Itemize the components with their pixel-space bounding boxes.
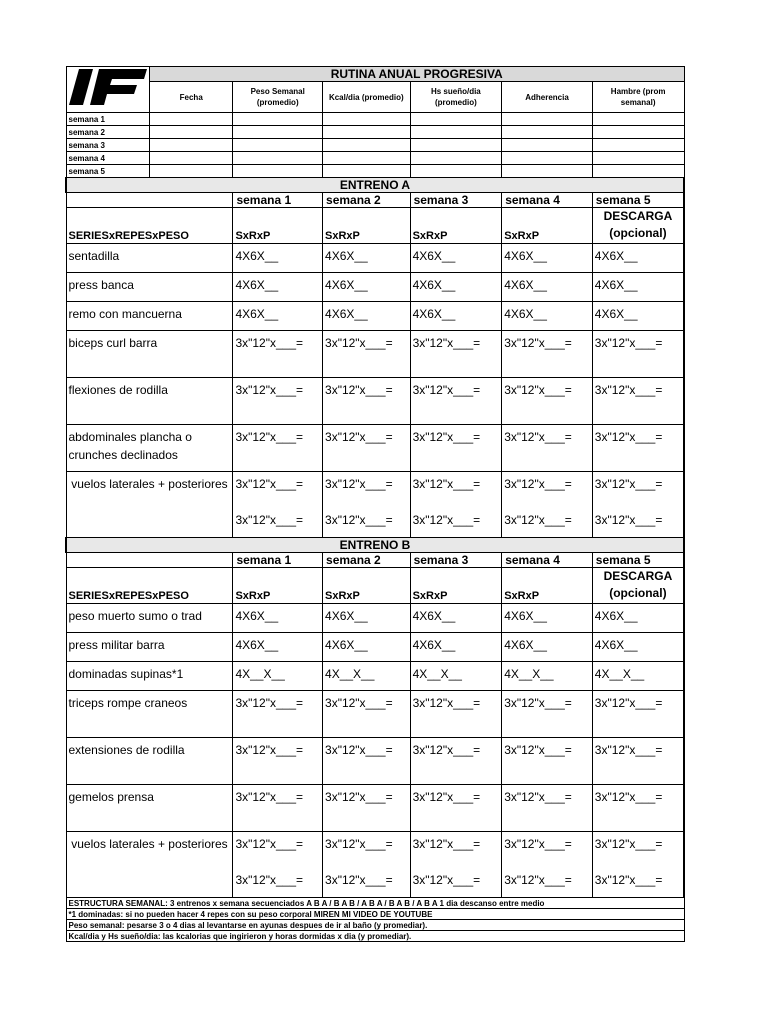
sxrxp-label: SxRxP — [410, 568, 502, 604]
exercise-value: 4X__X__ — [325, 667, 375, 681]
exercise-value-cell[interactable] — [592, 331, 684, 378]
exercise-name: press banca — [66, 273, 233, 302]
week-header: semana 3 — [410, 553, 502, 568]
exercise-name: sentadilla — [66, 244, 233, 273]
exercise-value: 3x"12"x___= — [504, 696, 572, 710]
tracking-cell[interactable] — [323, 139, 411, 152]
sxrxp-label: SxRxP — [233, 568, 323, 604]
exercise-value: 3x"12"x___= — [504, 336, 572, 350]
exercise-name: press militar barra — [66, 633, 233, 662]
exercise-value: 3x"12"x___= — [412, 513, 481, 527]
exercise-value-cell[interactable] — [233, 604, 323, 633]
exercise-value-cell[interactable] — [410, 604, 502, 633]
exercise-value: 3x"12"x___= — [594, 837, 663, 851]
tracking-cell[interactable] — [149, 165, 232, 178]
exercise-value: 3x"12"x___= — [594, 383, 663, 397]
exercise-value: 4X6X__ — [594, 638, 638, 652]
exercise-value-cell[interactable] — [233, 832, 323, 898]
exercise-value: 3x"12"x___= — [235, 336, 304, 350]
note-peso: Peso semanal: pesarse 3 o 4 dias al levantarse en ayunas despues de ir al baño (y promediar). — [66, 920, 684, 931]
spacer — [413, 493, 500, 511]
exercise-value: 3x"12"x___= — [504, 743, 572, 757]
exercise-value: 3x"12"x___= — [412, 837, 481, 851]
exercise-value-cell[interactable] — [502, 604, 593, 633]
exercise-value: 3x"12"x___= — [325, 430, 393, 444]
exercise-value-cell[interactable] — [233, 738, 323, 785]
exercise-value: 3x"12"x___= — [412, 477, 481, 491]
tracking-week-label: semana 3 — [66, 139, 149, 152]
exercise-value-cell[interactable] — [323, 472, 411, 538]
exercise-value: 3x"12"x___= — [594, 873, 663, 887]
exercise-value-cell[interactable] — [502, 472, 593, 538]
exercise-value-cell[interactable] — [233, 691, 323, 738]
exercise-value: 4X6X__ — [504, 609, 547, 623]
exercise-value: 4X6X__ — [235, 609, 279, 623]
week-header: semana 5 — [592, 553, 684, 568]
blank-cell — [66, 553, 233, 568]
exercise-value: 3x"12"x___= — [504, 837, 572, 851]
exercise-value: 3x"12"x___= — [412, 383, 481, 397]
tracking-cell[interactable] — [410, 152, 502, 165]
week-header: semana 1 — [233, 193, 323, 208]
exercise-value: 4X__X__ — [594, 667, 645, 681]
exercise-value: 3x"12"x___= — [235, 477, 304, 491]
exercise-value-cell[interactable] — [502, 691, 593, 738]
descarga-label: DESCARGA (opcional) — [592, 208, 684, 244]
col-hambre: Hambre (prom semanal) — [592, 82, 684, 113]
exercise-value-cell[interactable] — [323, 604, 411, 633]
exercise-value: 4X6X__ — [504, 278, 547, 292]
exercise-value-cell[interactable] — [502, 633, 593, 662]
exercise-value: 4X6X__ — [325, 609, 368, 623]
exercise-value: 3x"12"x___= — [594, 336, 663, 350]
exercise-value: 3x"12"x___= — [325, 696, 393, 710]
exercise-name: biceps curl barra — [66, 331, 233, 378]
exercise-value: 3x"12"x___= — [504, 477, 572, 491]
exercise-value-cell[interactable] — [410, 302, 502, 331]
exercise-value-cell[interactable] — [233, 472, 323, 538]
exercise-value: 3x"12"x___= — [325, 743, 393, 757]
tracking-cell[interactable] — [502, 165, 593, 178]
exercise-value: 3x"12"x___= — [235, 837, 304, 851]
tracking-cell[interactable] — [233, 152, 323, 165]
exercise-value: 3x"12"x___= — [325, 477, 393, 491]
exercise-value: 3x"12"x___= — [504, 873, 572, 887]
col-fecha: Fecha — [149, 82, 232, 113]
col-peso: Peso Semanal (promedio) — [233, 82, 323, 113]
exercise-value-cell[interactable] — [592, 378, 684, 425]
if-logo-icon — [69, 67, 147, 107]
exercise-value: 4X6X__ — [325, 307, 368, 321]
exercise-row — [66, 472, 684, 538]
tracking-cell[interactable] — [233, 113, 323, 126]
exercise-value-cell[interactable] — [592, 604, 684, 633]
exercise-value-cell[interactable] — [502, 425, 593, 472]
exercise-value: 3x"12"x___= — [594, 743, 663, 757]
exercise-value: 4X__X__ — [504, 667, 554, 681]
exercise-value-cell[interactable] — [592, 832, 684, 898]
exercise-value: 4X6X__ — [594, 609, 638, 623]
exercise-value-cell[interactable] — [502, 302, 593, 331]
spacer — [235, 853, 320, 871]
exercise-value: 3x"12"x___= — [412, 790, 481, 804]
exercise-value: 4X6X__ — [504, 307, 547, 321]
exercise-value-cell[interactable] — [323, 662, 411, 691]
exercise-value-cell[interactable] — [410, 633, 502, 662]
exercise-value-cell[interactable] — [592, 633, 684, 662]
exercise-name: vuelos laterales + posteriores — [66, 832, 233, 898]
exercise-value-cell[interactable] — [323, 633, 411, 662]
section-title-entreno-b: ENTRENO B — [66, 538, 684, 553]
exercise-value-cell[interactable] — [410, 273, 502, 302]
sxrxp-label: SxRxP — [233, 208, 323, 244]
exercise-value-cell[interactable] — [502, 785, 593, 832]
note-estructura: ESTRUCTURA SEMANAL: 3 entrenos x semana secuenciados A B A / B A B / A B A / B A B / A B A 1 dia descanso entre medio — [66, 898, 684, 909]
exercise-value: 3x"12"x___= — [325, 513, 393, 527]
exercise-value: 3x"12"x___= — [235, 743, 304, 757]
routine-sheet — [65, 66, 685, 942]
exercise-value-cell[interactable] — [233, 633, 323, 662]
exercise-value-cell[interactable] — [323, 244, 411, 273]
exercise-row — [66, 244, 684, 273]
exercise-value-cell[interactable] — [410, 785, 502, 832]
exercise-value-cell[interactable] — [410, 832, 502, 898]
exercise-value-cell[interactable] — [410, 425, 502, 472]
exercise-value-cell[interactable] — [323, 691, 411, 738]
exercise-value: 3x"12"x___= — [325, 873, 393, 887]
exercise-value: 3x"12"x___= — [412, 430, 481, 444]
exercise-value: 3x"12"x___= — [594, 477, 663, 491]
exercise-value: 3x"12"x___= — [412, 336, 481, 350]
tracking-cell[interactable] — [323, 113, 411, 126]
exercise-row — [66, 633, 684, 662]
week-header: semana 1 — [233, 553, 323, 568]
spacer — [504, 853, 590, 871]
tracking-cell[interactable] — [592, 113, 684, 126]
col-sueno: Hs sueño/dia (promedio) — [410, 82, 502, 113]
exercise-value: 4X6X__ — [325, 278, 368, 292]
exercise-value: 3x"12"x___= — [235, 383, 304, 397]
exercise-value-cell[interactable] — [502, 244, 593, 273]
week-header: semana 3 — [410, 193, 502, 208]
exercise-value: 4X6X__ — [594, 278, 638, 292]
exercise-value-cell[interactable] — [592, 302, 684, 331]
exercise-value-cell[interactable] — [410, 378, 502, 425]
week-header: semana 5 — [592, 193, 684, 208]
exercise-value-cell[interactable] — [592, 662, 684, 691]
note-dominadas: *1 dominadas: si no pueden hacer 4 repes con su peso corporal MIREN MI VIDEO DE YOUTUBE — [66, 909, 684, 920]
spacer — [413, 853, 500, 871]
exercise-value: 4X6X__ — [412, 307, 456, 321]
exercise-value: 3x"12"x___= — [412, 743, 481, 757]
tracking-cell[interactable] — [410, 126, 502, 139]
exercise-row — [66, 378, 684, 425]
exercise-value-cell[interactable] — [233, 302, 323, 331]
sxrxp-label: SxRxP — [323, 568, 411, 604]
tracking-cell[interactable] — [502, 139, 593, 152]
exercise-value-cell[interactable] — [410, 472, 502, 538]
exercise-value-cell[interactable] — [502, 738, 593, 785]
exercise-value-cell[interactable] — [592, 244, 684, 273]
exercise-row — [66, 832, 684, 898]
tracking-cell[interactable] — [149, 126, 232, 139]
week-header: semana 4 — [502, 193, 593, 208]
tracking-cell[interactable] — [592, 126, 684, 139]
tracking-cell[interactable] — [323, 126, 411, 139]
exercise-value: 3x"12"x___= — [412, 696, 481, 710]
exercise-value: 3x"12"x___= — [504, 513, 572, 527]
descarga-label: DESCARGA (opcional) — [592, 568, 684, 604]
tracking-cell[interactable] — [233, 139, 323, 152]
week-header: semana 4 — [502, 553, 593, 568]
exercise-value: 3x"12"x___= — [235, 873, 304, 887]
exercise-value: 4X__X__ — [235, 667, 285, 681]
exercise-value: 4X6X__ — [412, 278, 456, 292]
exercise-row — [66, 738, 684, 785]
exercise-name: triceps rompe craneos — [66, 691, 233, 738]
week-header: semana 2 — [323, 553, 411, 568]
exercise-value-cell[interactable] — [410, 244, 502, 273]
tracking-cell[interactable] — [592, 152, 684, 165]
exercise-row — [66, 691, 684, 738]
exercise-value-cell[interactable] — [233, 273, 323, 302]
exercise-name: gemelos prensa — [66, 785, 233, 832]
exercise-name: remo con mancuerna — [66, 302, 233, 331]
exercise-row — [66, 425, 684, 472]
tracking-cell[interactable] — [592, 165, 684, 178]
exercise-value: 4X6X__ — [235, 249, 279, 263]
exercise-value-cell[interactable] — [502, 832, 593, 898]
exercise-value: 4X6X__ — [325, 249, 368, 263]
exercise-value: 4X6X__ — [325, 638, 368, 652]
exercise-value: 3x"12"x___= — [594, 790, 663, 804]
tracking-cell[interactable] — [502, 113, 593, 126]
exercise-value: 3x"12"x___= — [504, 430, 572, 444]
exercise-name: extensiones de rodilla — [66, 738, 233, 785]
exercise-value: 3x"12"x___= — [594, 430, 663, 444]
tracking-cell[interactable] — [410, 113, 502, 126]
routine-table — [65, 66, 685, 942]
exercise-value: 4X__X__ — [412, 667, 462, 681]
exercise-value: 4X6X__ — [504, 638, 547, 652]
exercise-value-cell[interactable] — [323, 302, 411, 331]
exercise-value-cell[interactable] — [410, 738, 502, 785]
exercise-value-cell[interactable] — [410, 691, 502, 738]
tracking-week-label: semana 2 — [66, 126, 149, 139]
exercise-value-cell[interactable] — [592, 785, 684, 832]
page-title: RUTINA ANUAL PROGRESIVA — [149, 67, 684, 82]
exercise-value-cell[interactable] — [502, 331, 593, 378]
sxrxp-label: SxRxP — [410, 208, 502, 244]
tracking-cell[interactable] — [502, 126, 593, 139]
exercise-value: 4X6X__ — [594, 249, 638, 263]
sxrxp-label: SxRxP — [502, 208, 593, 244]
exercise-row — [66, 662, 684, 691]
exercise-value: 3x"12"x___= — [594, 513, 663, 527]
exercise-value: 4X6X__ — [235, 307, 279, 321]
exercise-row — [66, 302, 684, 331]
exercise-value: 4X6X__ — [235, 638, 279, 652]
tracking-cell[interactable] — [149, 152, 232, 165]
exercise-value-cell[interactable] — [502, 378, 593, 425]
series-label: SERIESxREPESxPESO — [66, 208, 233, 244]
if-logo — [66, 67, 149, 113]
spacer — [595, 853, 681, 871]
exercise-value-cell[interactable] — [233, 425, 323, 472]
exercise-value-cell[interactable] — [592, 691, 684, 738]
tracking-cell[interactable] — [233, 165, 323, 178]
exercise-name: dominadas supinas*1 — [66, 662, 233, 691]
exercise-value-cell[interactable] — [233, 244, 323, 273]
exercise-value-cell[interactable] — [233, 378, 323, 425]
exercise-value-cell[interactable] — [592, 273, 684, 302]
exercise-value-cell[interactable] — [233, 331, 323, 378]
spacer — [235, 493, 320, 511]
exercise-value-cell[interactable] — [592, 738, 684, 785]
exercise-value: 3x"12"x___= — [325, 383, 393, 397]
exercise-value-cell[interactable] — [323, 832, 411, 898]
tracking-cell[interactable] — [592, 139, 684, 152]
tracking-cell[interactable] — [502, 152, 593, 165]
series-label: SERIESxREPESxPESO — [66, 568, 233, 604]
week-header: semana 2 — [323, 193, 411, 208]
exercise-value-cell[interactable] — [323, 785, 411, 832]
exercise-value: 3x"12"x___= — [325, 790, 393, 804]
spacer — [504, 493, 590, 511]
sxrxp-label: SxRxP — [323, 208, 411, 244]
tracking-week-label: semana 1 — [66, 113, 149, 126]
section-title-entreno-a: ENTRENO A — [66, 178, 684, 193]
exercise-name: flexiones de rodilla — [66, 378, 233, 425]
tracking-cell[interactable] — [410, 165, 502, 178]
sxrxp-label: SxRxP — [502, 568, 593, 604]
exercise-value-cell[interactable] — [410, 331, 502, 378]
exercise-value: 4X6X__ — [412, 249, 456, 263]
exercise-value-cell[interactable] — [592, 472, 684, 538]
exercise-value: 3x"12"x___= — [594, 696, 663, 710]
exercise-value: 4X6X__ — [412, 638, 456, 652]
note-kcal: Kcal/dia y Hs sueño/dia: las kcalorias que ingirieron y horas dormidas x dia (y promediar). — [66, 931, 684, 942]
exercise-value: 4X6X__ — [235, 278, 279, 292]
exercise-value: 3x"12"x___= — [235, 513, 304, 527]
exercise-row — [66, 604, 684, 633]
tracking-cell[interactable] — [233, 126, 323, 139]
exercise-value-cell[interactable] — [323, 738, 411, 785]
exercise-value-cell[interactable] — [233, 785, 323, 832]
exercise-value-cell[interactable] — [323, 425, 411, 472]
exercise-value-cell[interactable] — [323, 331, 411, 378]
tracking-cell[interactable] — [149, 113, 232, 126]
exercise-value: 3x"12"x___= — [325, 837, 393, 851]
exercise-value: 3x"12"x___= — [235, 696, 304, 710]
tracking-cell[interactable] — [323, 152, 411, 165]
exercise-row — [66, 273, 684, 302]
exercise-value-cell[interactable] — [502, 662, 593, 691]
spacer — [325, 493, 408, 511]
exercise-value: 4X6X__ — [504, 249, 547, 263]
exercise-value-cell[interactable] — [410, 662, 502, 691]
tracking-cell[interactable] — [149, 139, 232, 152]
exercise-value-cell[interactable] — [323, 378, 411, 425]
exercise-value: 3x"12"x___= — [504, 790, 572, 804]
exercise-row — [66, 331, 684, 378]
spacer — [595, 493, 681, 511]
tracking-week-label: semana 5 — [66, 165, 149, 178]
exercise-name: peso muerto sumo o trad — [66, 604, 233, 633]
exercise-value: 4X6X__ — [412, 609, 456, 623]
exercise-value: 3x"12"x___= — [325, 336, 393, 350]
exercise-value-cell[interactable] — [502, 273, 593, 302]
entreno-a-rows — [66, 244, 684, 538]
exercise-name: vuelos laterales + posteriores — [66, 472, 233, 538]
exercise-value: 4X6X__ — [594, 307, 638, 321]
exercise-value-cell[interactable] — [233, 662, 323, 691]
exercise-row — [66, 785, 684, 832]
exercise-value: 3x"12"x___= — [412, 873, 481, 887]
entreno-b-rows — [66, 604, 684, 898]
spacer — [325, 853, 408, 871]
blank-cell — [66, 193, 233, 208]
tracking-week-label: semana 4 — [66, 152, 149, 165]
exercise-value: 3x"12"x___= — [235, 790, 304, 804]
exercise-name: abdominales plancha o crunches declinados — [66, 425, 233, 472]
col-adherencia: Adherencia — [502, 82, 593, 113]
col-kcal: Kcal/dia (promedio) — [323, 82, 411, 113]
exercise-value-cell[interactable] — [592, 425, 684, 472]
exercise-value: 3x"12"x___= — [504, 383, 572, 397]
tracking-cell[interactable] — [323, 165, 411, 178]
exercise-value: 3x"12"x___= — [235, 430, 304, 444]
exercise-value-cell[interactable] — [323, 273, 411, 302]
tracking-cell[interactable] — [410, 139, 502, 152]
